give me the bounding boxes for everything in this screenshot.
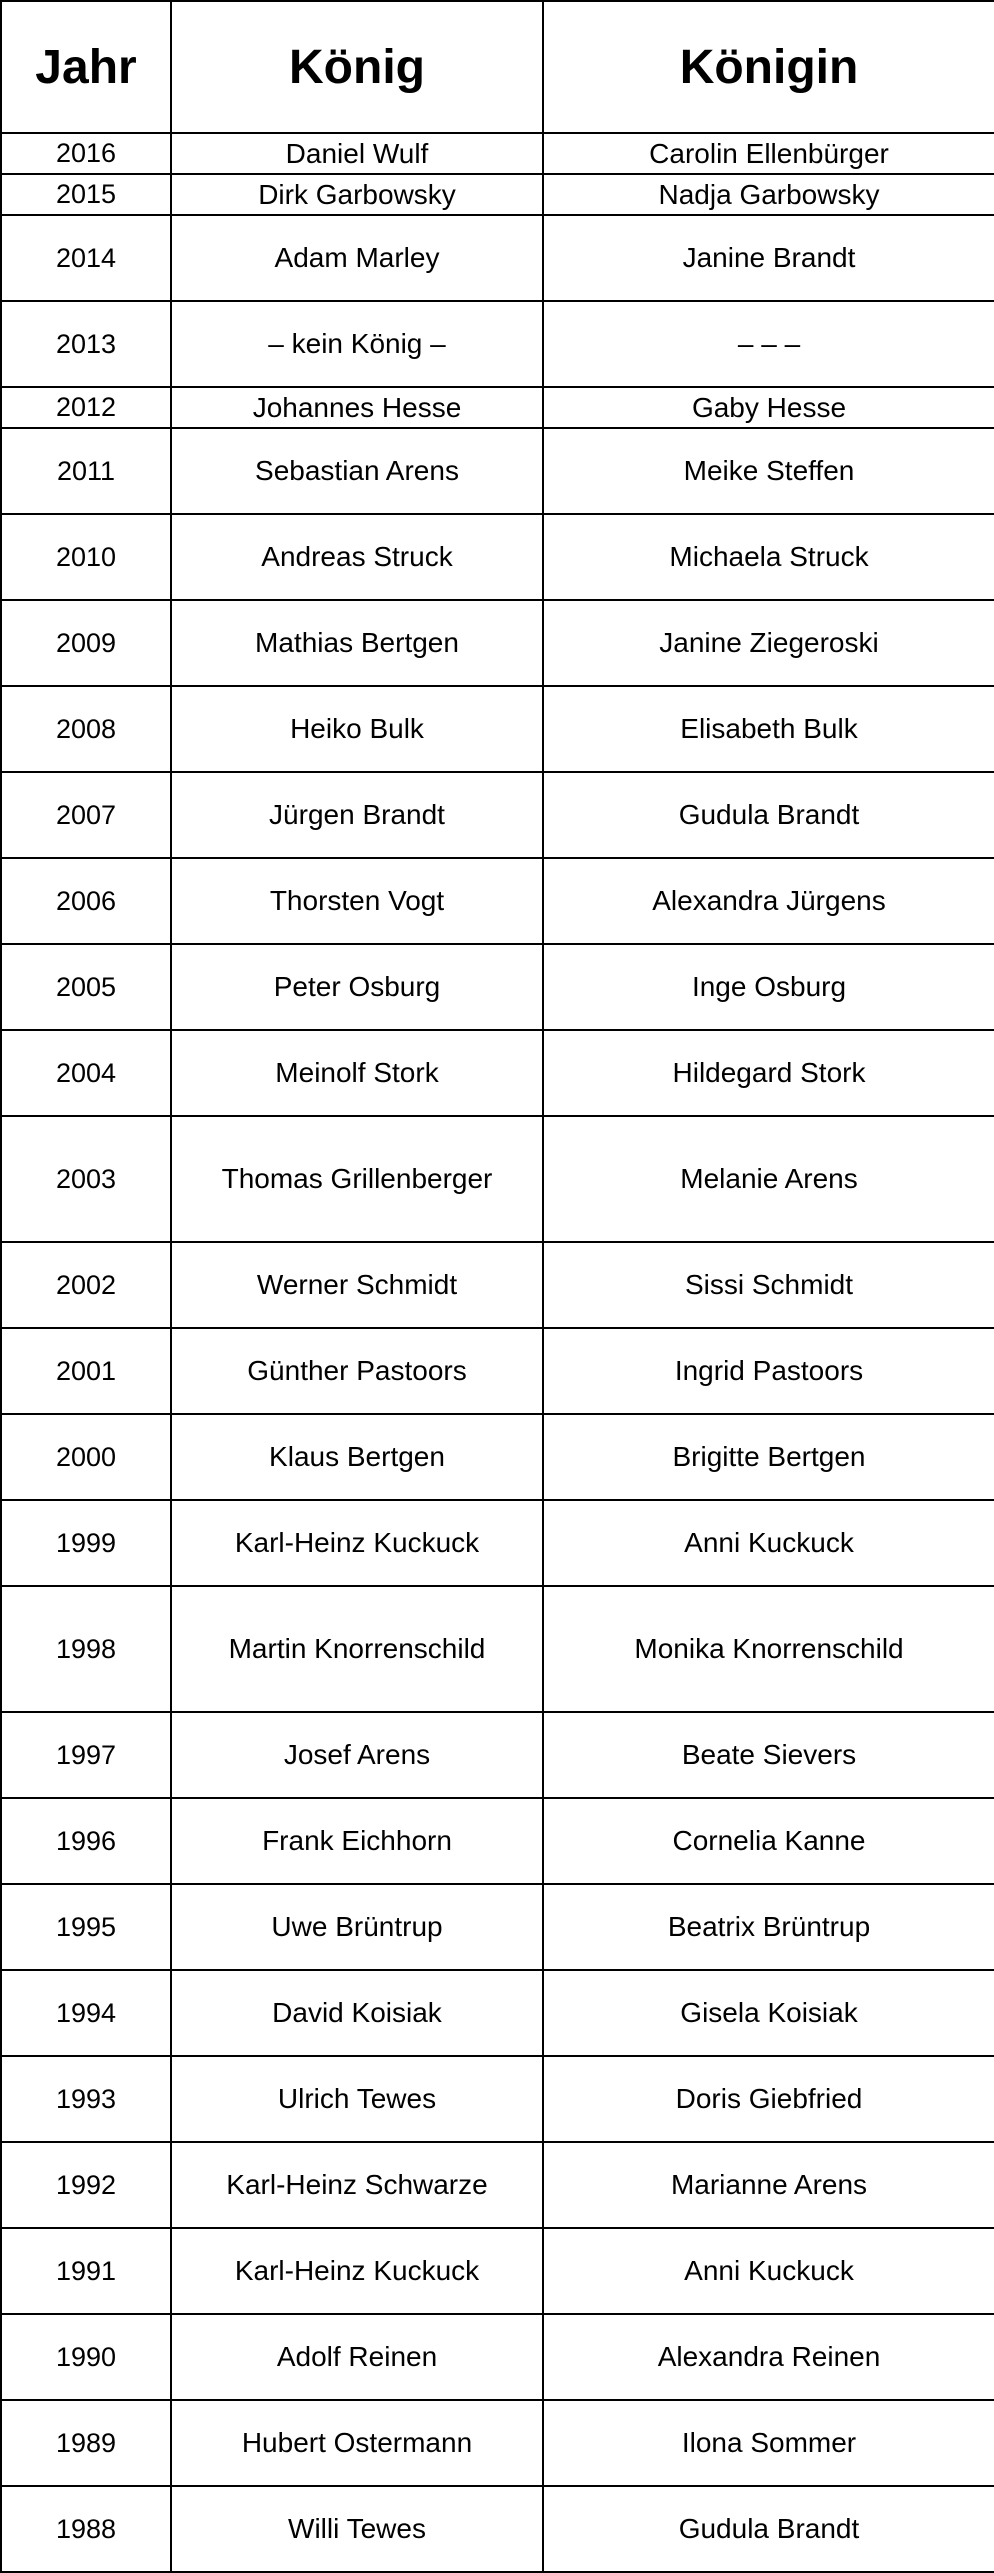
cell-king: Karl-Heinz Kuckuck bbox=[171, 2228, 543, 2314]
cell-year: 2000 bbox=[1, 1414, 171, 1500]
table-row bbox=[1, 1116, 994, 1242]
table-row bbox=[1, 387, 994, 428]
cell-king: Klaus Bertgen bbox=[171, 1414, 543, 1500]
table-row bbox=[1, 133, 994, 174]
cell-queen: Anni Kuckuck bbox=[543, 2228, 994, 2314]
cell-king: David Koisiak bbox=[171, 1970, 543, 2056]
cell-king: Günther Pastoors bbox=[171, 1328, 543, 1414]
cell-year: 2009 bbox=[1, 600, 171, 686]
cell-king: Hubert Ostermann bbox=[171, 2400, 543, 2486]
table-row bbox=[1, 600, 994, 686]
cell-year: 2007 bbox=[1, 772, 171, 858]
table-row bbox=[1, 1586, 994, 1712]
table-row bbox=[1, 1798, 994, 1884]
cell-king: Ulrich Tewes bbox=[171, 2056, 543, 2142]
cell-king: Martin Knorrenschild bbox=[171, 1586, 543, 1712]
cell-king: Johannes Hesse bbox=[171, 387, 543, 428]
cell-year: 1991 bbox=[1, 2228, 171, 2314]
cell-queen: Nadja Garbowsky bbox=[543, 174, 994, 215]
cell-king: Karl-Heinz Kuckuck bbox=[171, 1500, 543, 1586]
cell-year: 2005 bbox=[1, 944, 171, 1030]
cell-king: Andreas Struck bbox=[171, 514, 543, 600]
cell-king: Dirk Garbowsky bbox=[171, 174, 543, 215]
table-row bbox=[1, 1500, 994, 1586]
cell-queen: Ingrid Pastoors bbox=[543, 1328, 994, 1414]
table-row bbox=[1, 215, 994, 301]
cell-king: Frank Eichhorn bbox=[171, 1798, 543, 1884]
cell-year: 2015 bbox=[1, 174, 171, 215]
cell-year: 1995 bbox=[1, 1884, 171, 1970]
cell-king: Adam Marley bbox=[171, 215, 543, 301]
cell-queen: Beatrix Brüntrup bbox=[543, 1884, 994, 1970]
cell-queen: Ilona Sommer bbox=[543, 2400, 994, 2486]
header-king: König bbox=[171, 1, 543, 133]
cell-king: Thorsten Vogt bbox=[171, 858, 543, 944]
cell-queen: Marianne Arens bbox=[543, 2142, 994, 2228]
cell-queen: Meike Steffen bbox=[543, 428, 994, 514]
table-row bbox=[1, 2228, 994, 2314]
cell-year: 2006 bbox=[1, 858, 171, 944]
cell-queen: Beate Sievers bbox=[543, 1712, 994, 1798]
cell-queen: Carolin Ellenbürger bbox=[543, 133, 994, 174]
table-row bbox=[1, 944, 994, 1030]
cell-king: Meinolf Stork bbox=[171, 1030, 543, 1116]
cell-king: Heiko Bulk bbox=[171, 686, 543, 772]
cell-queen: – – – bbox=[543, 301, 994, 387]
cell-year: 2012 bbox=[1, 387, 171, 428]
cell-year: 2013 bbox=[1, 301, 171, 387]
cell-year: 2010 bbox=[1, 514, 171, 600]
cell-queen: Doris Giebfried bbox=[543, 2056, 994, 2142]
cell-year: 1997 bbox=[1, 1712, 171, 1798]
cell-queen: Elisabeth Bulk bbox=[543, 686, 994, 772]
cell-year: 1998 bbox=[1, 1586, 171, 1712]
cell-queen: Cornelia Kanne bbox=[543, 1798, 994, 1884]
table-row bbox=[1, 2400, 994, 2486]
cell-queen: Melanie Arens bbox=[543, 1116, 994, 1242]
cell-king: Mathias Bertgen bbox=[171, 600, 543, 686]
cell-king: Jürgen Brandt bbox=[171, 772, 543, 858]
cell-queen: Sissi Schmidt bbox=[543, 1242, 994, 1328]
cell-king: Karl-Heinz Schwarze bbox=[171, 2142, 543, 2228]
header-queen: Königin bbox=[543, 1, 994, 133]
table-row bbox=[1, 1884, 994, 1970]
cell-king: Thomas Grillenberger bbox=[171, 1116, 543, 1242]
cell-year: 2008 bbox=[1, 686, 171, 772]
cell-king: Daniel Wulf bbox=[171, 133, 543, 174]
cell-king: Sebastian Arens bbox=[171, 428, 543, 514]
cell-year: 1999 bbox=[1, 1500, 171, 1586]
cell-queen: Monika Knorrenschild bbox=[543, 1586, 994, 1712]
cell-year: 2003 bbox=[1, 1116, 171, 1242]
table-row bbox=[1, 514, 994, 600]
table-row bbox=[1, 2056, 994, 2142]
cell-queen: Janine Brandt bbox=[543, 215, 994, 301]
table-row bbox=[1, 1414, 994, 1500]
cell-year: 1992 bbox=[1, 2142, 171, 2228]
cell-year: 1993 bbox=[1, 2056, 171, 2142]
cell-queen: Janine Ziegeroski bbox=[543, 600, 994, 686]
cell-year: 2011 bbox=[1, 428, 171, 514]
table-row bbox=[1, 301, 994, 387]
table-row bbox=[1, 686, 994, 772]
table-row bbox=[1, 428, 994, 514]
cell-queen: Michaela Struck bbox=[543, 514, 994, 600]
cell-year: 2004 bbox=[1, 1030, 171, 1116]
cell-queen: Anni Kuckuck bbox=[543, 1500, 994, 1586]
header-row bbox=[1, 1, 994, 133]
cell-year: 2016 bbox=[1, 133, 171, 174]
table-row bbox=[1, 1712, 994, 1798]
cell-king: Adolf Reinen bbox=[171, 2314, 543, 2400]
cell-king: Uwe Brüntrup bbox=[171, 1884, 543, 1970]
cell-year: 2001 bbox=[1, 1328, 171, 1414]
cell-queen: Gudula Brandt bbox=[543, 2486, 994, 2572]
table-row bbox=[1, 1030, 994, 1116]
cell-queen: Gisela Koisiak bbox=[543, 1970, 994, 2056]
cell-queen: Alexandra Jürgens bbox=[543, 858, 994, 944]
cell-queen: Inge Osburg bbox=[543, 944, 994, 1030]
cell-year: 1990 bbox=[1, 2314, 171, 2400]
cell-year: 1996 bbox=[1, 1798, 171, 1884]
table-row bbox=[1, 2314, 994, 2400]
cell-year: 2014 bbox=[1, 215, 171, 301]
table-row bbox=[1, 174, 994, 215]
table-row bbox=[1, 1328, 994, 1414]
cell-year: 1988 bbox=[1, 2486, 171, 2572]
cell-queen: Gaby Hesse bbox=[543, 387, 994, 428]
table-row bbox=[1, 2486, 994, 2572]
cell-year: 2002 bbox=[1, 1242, 171, 1328]
table-row bbox=[1, 772, 994, 858]
table-row bbox=[1, 858, 994, 944]
cell-king: Werner Schmidt bbox=[171, 1242, 543, 1328]
cell-king: – kein König – bbox=[171, 301, 543, 387]
cell-king: Willi Tewes bbox=[171, 2486, 543, 2572]
table-row bbox=[1, 1242, 994, 1328]
cell-queen: Gudula Brandt bbox=[543, 772, 994, 858]
cell-year: 1989 bbox=[1, 2400, 171, 2486]
header-year: Jahr bbox=[1, 1, 171, 133]
cell-queen: Alexandra Reinen bbox=[543, 2314, 994, 2400]
cell-king: Peter Osburg bbox=[171, 944, 543, 1030]
table-row bbox=[1, 2142, 994, 2228]
cell-king: Josef Arens bbox=[171, 1712, 543, 1798]
cell-queen: Hildegard Stork bbox=[543, 1030, 994, 1116]
table-row bbox=[1, 1970, 994, 2056]
cell-year: 1994 bbox=[1, 1970, 171, 2056]
cell-queen: Brigitte Bertgen bbox=[543, 1414, 994, 1500]
